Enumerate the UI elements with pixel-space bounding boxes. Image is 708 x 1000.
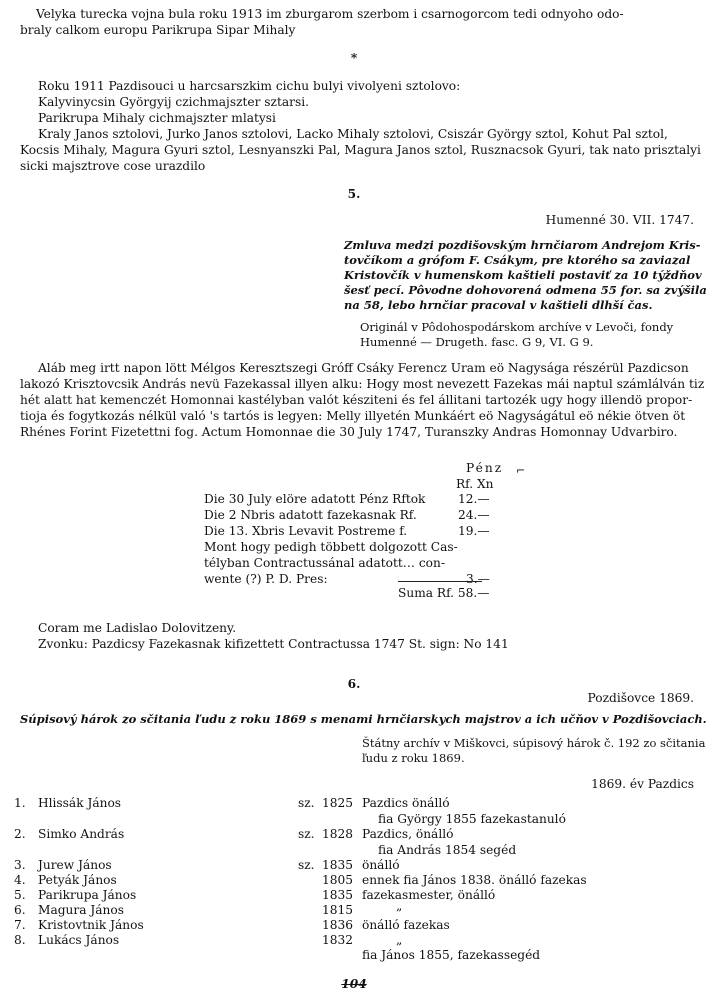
section-6-date: Pozdišovce 1869. bbox=[587, 691, 694, 705]
section-5-body-line: Aláb meg irtt napon lött Mélgos Keresztszegi Gróff Csáky Ferencz Uram eö Nagysága részérül Pazdicson bbox=[38, 361, 689, 375]
section-5-source-line: Humenné — Drugeth. fasc. G 9, VI. G 9. bbox=[360, 335, 594, 349]
paragraph-2-line: sicki majsztrove cose urazdilo bbox=[20, 159, 206, 173]
sum-rule bbox=[398, 581, 482, 582]
person-year: 1835 bbox=[322, 888, 354, 902]
payment-note-line: Mont hogy pedigh többett dolgozott Cas- bbox=[204, 540, 458, 554]
person-name: Kristovtnik János bbox=[38, 918, 144, 932]
payment-row-value: 19.— bbox=[458, 524, 490, 538]
paragraph-2-line: Kocsis Mihaly, Magura Gyuri sztol, Lesnyanszki Pal, Magura Janos sztol, Rusznacsok Gyuri, tak nato prisztalyi bbox=[20, 143, 701, 157]
person-subnote: fia György 1855 fazekastanuló bbox=[378, 812, 566, 826]
census-heading: 1869. év Pazdics bbox=[591, 777, 694, 791]
person-number: 2. bbox=[14, 827, 26, 841]
payment-note-line: télyban Contractussánal adatott… con- bbox=[204, 556, 445, 570]
section-6-source-line: ľudu z roku 1869. bbox=[362, 751, 465, 765]
section-5-date: Humenné 30. VII. 1747. bbox=[545, 213, 694, 227]
payment-row-label: Die 13. Xbris Levavit Postreme f. bbox=[204, 524, 408, 538]
person-number: 1. bbox=[14, 796, 26, 810]
paragraph-2-line: Kalyvinycsin Györgyij czichmajszter sztarsi. bbox=[38, 95, 309, 109]
section-6-number: 6. bbox=[347, 677, 361, 691]
payment-row-label: Die 2 Nbris adatott fazekasnak Rf. bbox=[204, 508, 417, 522]
person-sz: sz. bbox=[298, 827, 315, 841]
paragraph-1-line: Velyka turecka vojna bula roku 1913 im zburgarom szerbom i csarnogorcom tedi odnyoho odo- bbox=[36, 7, 624, 21]
person-number: 5. bbox=[14, 888, 26, 902]
payment-table-currency-head: Pénz bbox=[466, 461, 504, 475]
payment-row-value: 12.— bbox=[458, 492, 490, 506]
person-number: 7. bbox=[14, 918, 26, 932]
person-name: Parikrupa János bbox=[38, 888, 137, 902]
payment-row-value: 24.— bbox=[458, 508, 490, 522]
paragraph-2-line: Kraly Janos sztolovi, Jurko Janos sztolovi, Lacko Mihaly sztolovi, Csiszár György sztol, Kohut Pal sztol, bbox=[38, 127, 668, 141]
person-name: Hlissák János bbox=[38, 796, 122, 810]
page-number: 104 bbox=[341, 977, 367, 991]
zvonku-line: Zvonku: Pazdicsy Fazekasnak kifizettett Contractussa 1747 St. sign: No 141 bbox=[38, 637, 509, 651]
payment-note-line: wente (?) P. D. Pres: bbox=[204, 572, 328, 586]
person-number: 3. bbox=[14, 858, 26, 872]
person-year: 1825 bbox=[322, 796, 354, 810]
section-5-summary-line: Kristovčík v humenskom kaštieli postaviť za 10 týždňov bbox=[344, 268, 702, 282]
payment-row-label: Die 30 July elöre adatott Pénz Rftok bbox=[204, 492, 426, 506]
person-number: 8. bbox=[14, 933, 26, 947]
paragraph-2-line: Roku 1911 Pazdisouci u harcsarszkim cichu bulyi vivolyeni sztolovo: bbox=[38, 79, 461, 93]
person-sz: sz. bbox=[298, 796, 315, 810]
section-5-summary-line: Zmluva medzi pozdišovským hrnčiarom Andrejom Kris- bbox=[344, 238, 701, 252]
section-5-body-line: tioja és fogytkozás nélkül való 's tartós is legyen: Melly illyetén Munkáért eö Nagyságátul eö nékie ötven öt bbox=[20, 409, 686, 423]
person-name: Simko András bbox=[38, 827, 125, 841]
margin-mark: ⌐ bbox=[516, 464, 526, 477]
section-5-number: 5. bbox=[347, 187, 361, 201]
person-subnote: fia András 1854 segéd bbox=[378, 843, 517, 857]
person-note: Pazdics önálló bbox=[362, 796, 450, 810]
payment-note-value: 3.— bbox=[466, 572, 490, 586]
section-5-summary-line: šesť pecí. Pôvodne dohovorená odmena 55 for. sa zvýšila bbox=[344, 283, 707, 297]
section-5-body-line: hét alatt hat kemenczét Homonnai kastélyban valót késziteni és fel állitani tartozék ugy hogy illendö propor- bbox=[20, 393, 693, 407]
section-5-summary-line: na 58, lebo hrnčiar pracoval v kaštieli dlhší čas. bbox=[344, 298, 653, 312]
person-note: önálló bbox=[362, 858, 400, 872]
person-name: Petyák János bbox=[38, 873, 117, 887]
person-note: önálló fazekas bbox=[362, 918, 450, 932]
person-subnote: fia János 1855, fazekassegéd bbox=[362, 948, 541, 962]
person-number: 6. bbox=[14, 903, 26, 917]
person-year: 1828 bbox=[322, 827, 354, 841]
section-5-source-line: Originál v Pôdohospodárskom archíve v Levoči, fondy bbox=[360, 320, 674, 334]
person-year: 1836 bbox=[322, 918, 354, 932]
ditto-mark: „ bbox=[396, 933, 403, 947]
asterisk-separator: * bbox=[350, 51, 358, 65]
person-number: 4. bbox=[14, 873, 26, 887]
section-6-summary: Súpisový hárok zo sčitania ľudu z roku 1869 s menami hrnčiarskych majstrov a ich učňov v Pozdišovciach. bbox=[20, 712, 707, 726]
section-6-source-line: Štátny archív v Miškovci, súpisový hárok č. 192 zo sčitania bbox=[362, 736, 706, 750]
person-name: Jurew János bbox=[38, 858, 112, 872]
section-5-summary-line: tovčíkom a grófom F. Csákym, pre ktorého sa zaviazal bbox=[344, 253, 691, 267]
payment-table-units-head: Rf. Xn bbox=[456, 477, 494, 491]
person-sz: sz. bbox=[298, 858, 315, 872]
section-5-body-line: lakozó Krisztovcsik András nevü Fazekassal illyen alku: Hogy most nevezett Fazekas mái naptul számlálván tiz bbox=[20, 377, 705, 391]
person-note: Pazdics, önálló bbox=[362, 827, 454, 841]
person-year: 1832 bbox=[322, 933, 354, 947]
ditto-mark: „ bbox=[396, 899, 403, 913]
person-year: 1835 bbox=[322, 858, 354, 872]
person-year: 1815 bbox=[322, 903, 354, 917]
person-name: Magura János bbox=[38, 903, 124, 917]
payment-sum: Suma Rf. 58.— bbox=[398, 586, 490, 600]
person-year: 1805 bbox=[322, 873, 354, 887]
paragraph-1-line: braly calkom europu Parikrupa Sipar Mihaly bbox=[20, 23, 296, 37]
coram-line: Coram me Ladislao Dolovitzeny. bbox=[38, 621, 237, 635]
person-name: Lukács János bbox=[38, 933, 120, 947]
paragraph-2-line: Parikrupa Mihaly cichmajszter mlatysi bbox=[38, 111, 276, 125]
person-note: ennek fia János 1838. önálló fazekas bbox=[362, 873, 587, 887]
section-5-body-line: Rhénes Forint Fizetettni fog. Actum Homonnae die 30 July 1747, Turanszky Andras Homonnay Udvarbiro. bbox=[20, 425, 678, 439]
person-note: fazekasmester, önálló bbox=[362, 888, 496, 902]
